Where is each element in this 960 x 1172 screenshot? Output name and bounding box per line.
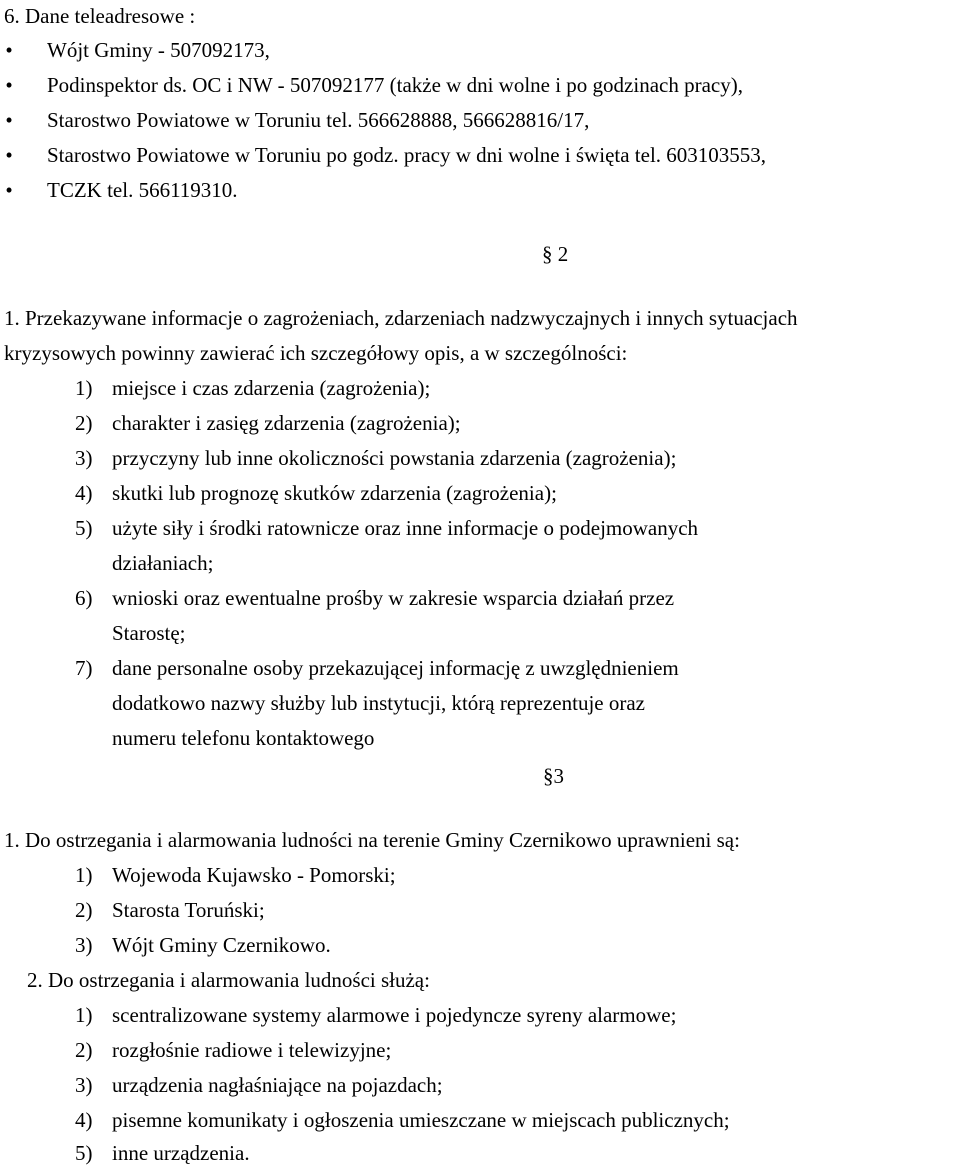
- list-number: 4): [75, 481, 93, 505]
- list-text: pisemne komunikaty i ogłoszenia umieszczane w miejscach publicznych;: [112, 1108, 730, 1132]
- list-number: 1): [75, 376, 93, 400]
- bullet-icon: •: [5, 108, 13, 132]
- list-text: dane personalne osoby przekazującej informację z uwzględnieniem: [112, 656, 679, 680]
- list-number: 2): [75, 1038, 93, 1062]
- list-text: rozgłośnie radiowe i telewizyjne;: [112, 1038, 392, 1062]
- list-text: scentralizowane systemy alarmowe i pojedyncze syreny alarmowe;: [112, 1003, 677, 1027]
- list-number: 3): [75, 446, 93, 470]
- list-text: użyte siły i środki ratownicze oraz inne informacje o podejmowanych: [112, 516, 699, 540]
- list-number: 3): [75, 933, 93, 957]
- list-number: 5): [75, 516, 93, 540]
- contact-text: Starostwo Powiatowe w Toruniu po godz. pracy w dni wolne i święta tel. 603103553,: [47, 143, 767, 167]
- bullet-icon: •: [5, 73, 13, 97]
- paragraph-heading: § 2: [542, 242, 569, 266]
- list-text: Wójt Gminy Czernikowo.: [112, 933, 331, 957]
- list-number: 1): [75, 1003, 93, 1027]
- bullet-icon: •: [5, 38, 13, 62]
- list-text: działaniach;: [112, 551, 214, 575]
- section-heading: 6. Dane teleadresowe :: [4, 4, 196, 28]
- contact-text: Podinspektor ds. OC i NW - 507092177 (także w dni wolne i po godzinach pracy),: [47, 73, 743, 97]
- list-number: 7): [75, 656, 93, 680]
- paragraph-text: 1. Do ostrzegania i alarmowania ludności na terenie Gminy Czernikowo uprawnieni są:: [4, 828, 740, 852]
- list-text: dodatkowo nazwy służby lub instytucji, którą reprezentuje oraz: [112, 691, 645, 715]
- list-text: urządzenia nagłaśniające na pojazdach;: [112, 1073, 443, 1097]
- paragraph-text: kryzysowych powinny zawierać ich szczegółowy opis, a w szczególności:: [4, 341, 628, 365]
- list-number: 3): [75, 1073, 93, 1097]
- list-number: 2): [75, 411, 93, 435]
- paragraph-text: 2. Do ostrzegania i alarmowania ludności służą:: [27, 968, 430, 992]
- list-number: 5): [75, 1141, 93, 1165]
- list-text: przyczyny lub inne okoliczności powstania zdarzenia (zagrożenia);: [112, 446, 677, 470]
- paragraph-heading: §3: [543, 764, 564, 788]
- list-text: wnioski oraz ewentualne prośby w zakresie wsparcia działań przez: [112, 586, 675, 610]
- list-number: 6): [75, 586, 93, 610]
- list-text: Starostę;: [112, 621, 186, 645]
- list-number: 2): [75, 898, 93, 922]
- bullet-icon: •: [5, 178, 13, 202]
- contact-text: Starostwo Powiatowe w Toruniu tel. 566628888, 566628816/17,: [47, 108, 590, 132]
- contact-text: TCZK tel. 566119310.: [47, 178, 238, 202]
- list-text: Starosta Toruński;: [112, 898, 265, 922]
- list-text: charakter i zasięg zdarzenia (zagrożenia);: [112, 411, 461, 435]
- list-text: miejsce i czas zdarzenia (zagrożenia);: [112, 376, 431, 400]
- list-number: 1): [75, 863, 93, 887]
- paragraph-text: 1. Przekazywane informacje o zagrożeniach, zdarzeniach nadzwyczajnych i innych sytuacjach: [4, 306, 798, 330]
- list-number: 4): [75, 1108, 93, 1132]
- bullet-icon: •: [5, 143, 13, 167]
- contact-text: Wójt Gminy - 507092173,: [47, 38, 270, 62]
- list-text: inne urządzenia.: [112, 1141, 250, 1165]
- list-text: Wojewoda Kujawsko - Pomorski;: [112, 863, 396, 887]
- list-text: numeru telefonu kontaktowego: [112, 726, 375, 750]
- list-text: skutki lub prognozę skutków zdarzenia (zagrożenia);: [112, 481, 557, 505]
